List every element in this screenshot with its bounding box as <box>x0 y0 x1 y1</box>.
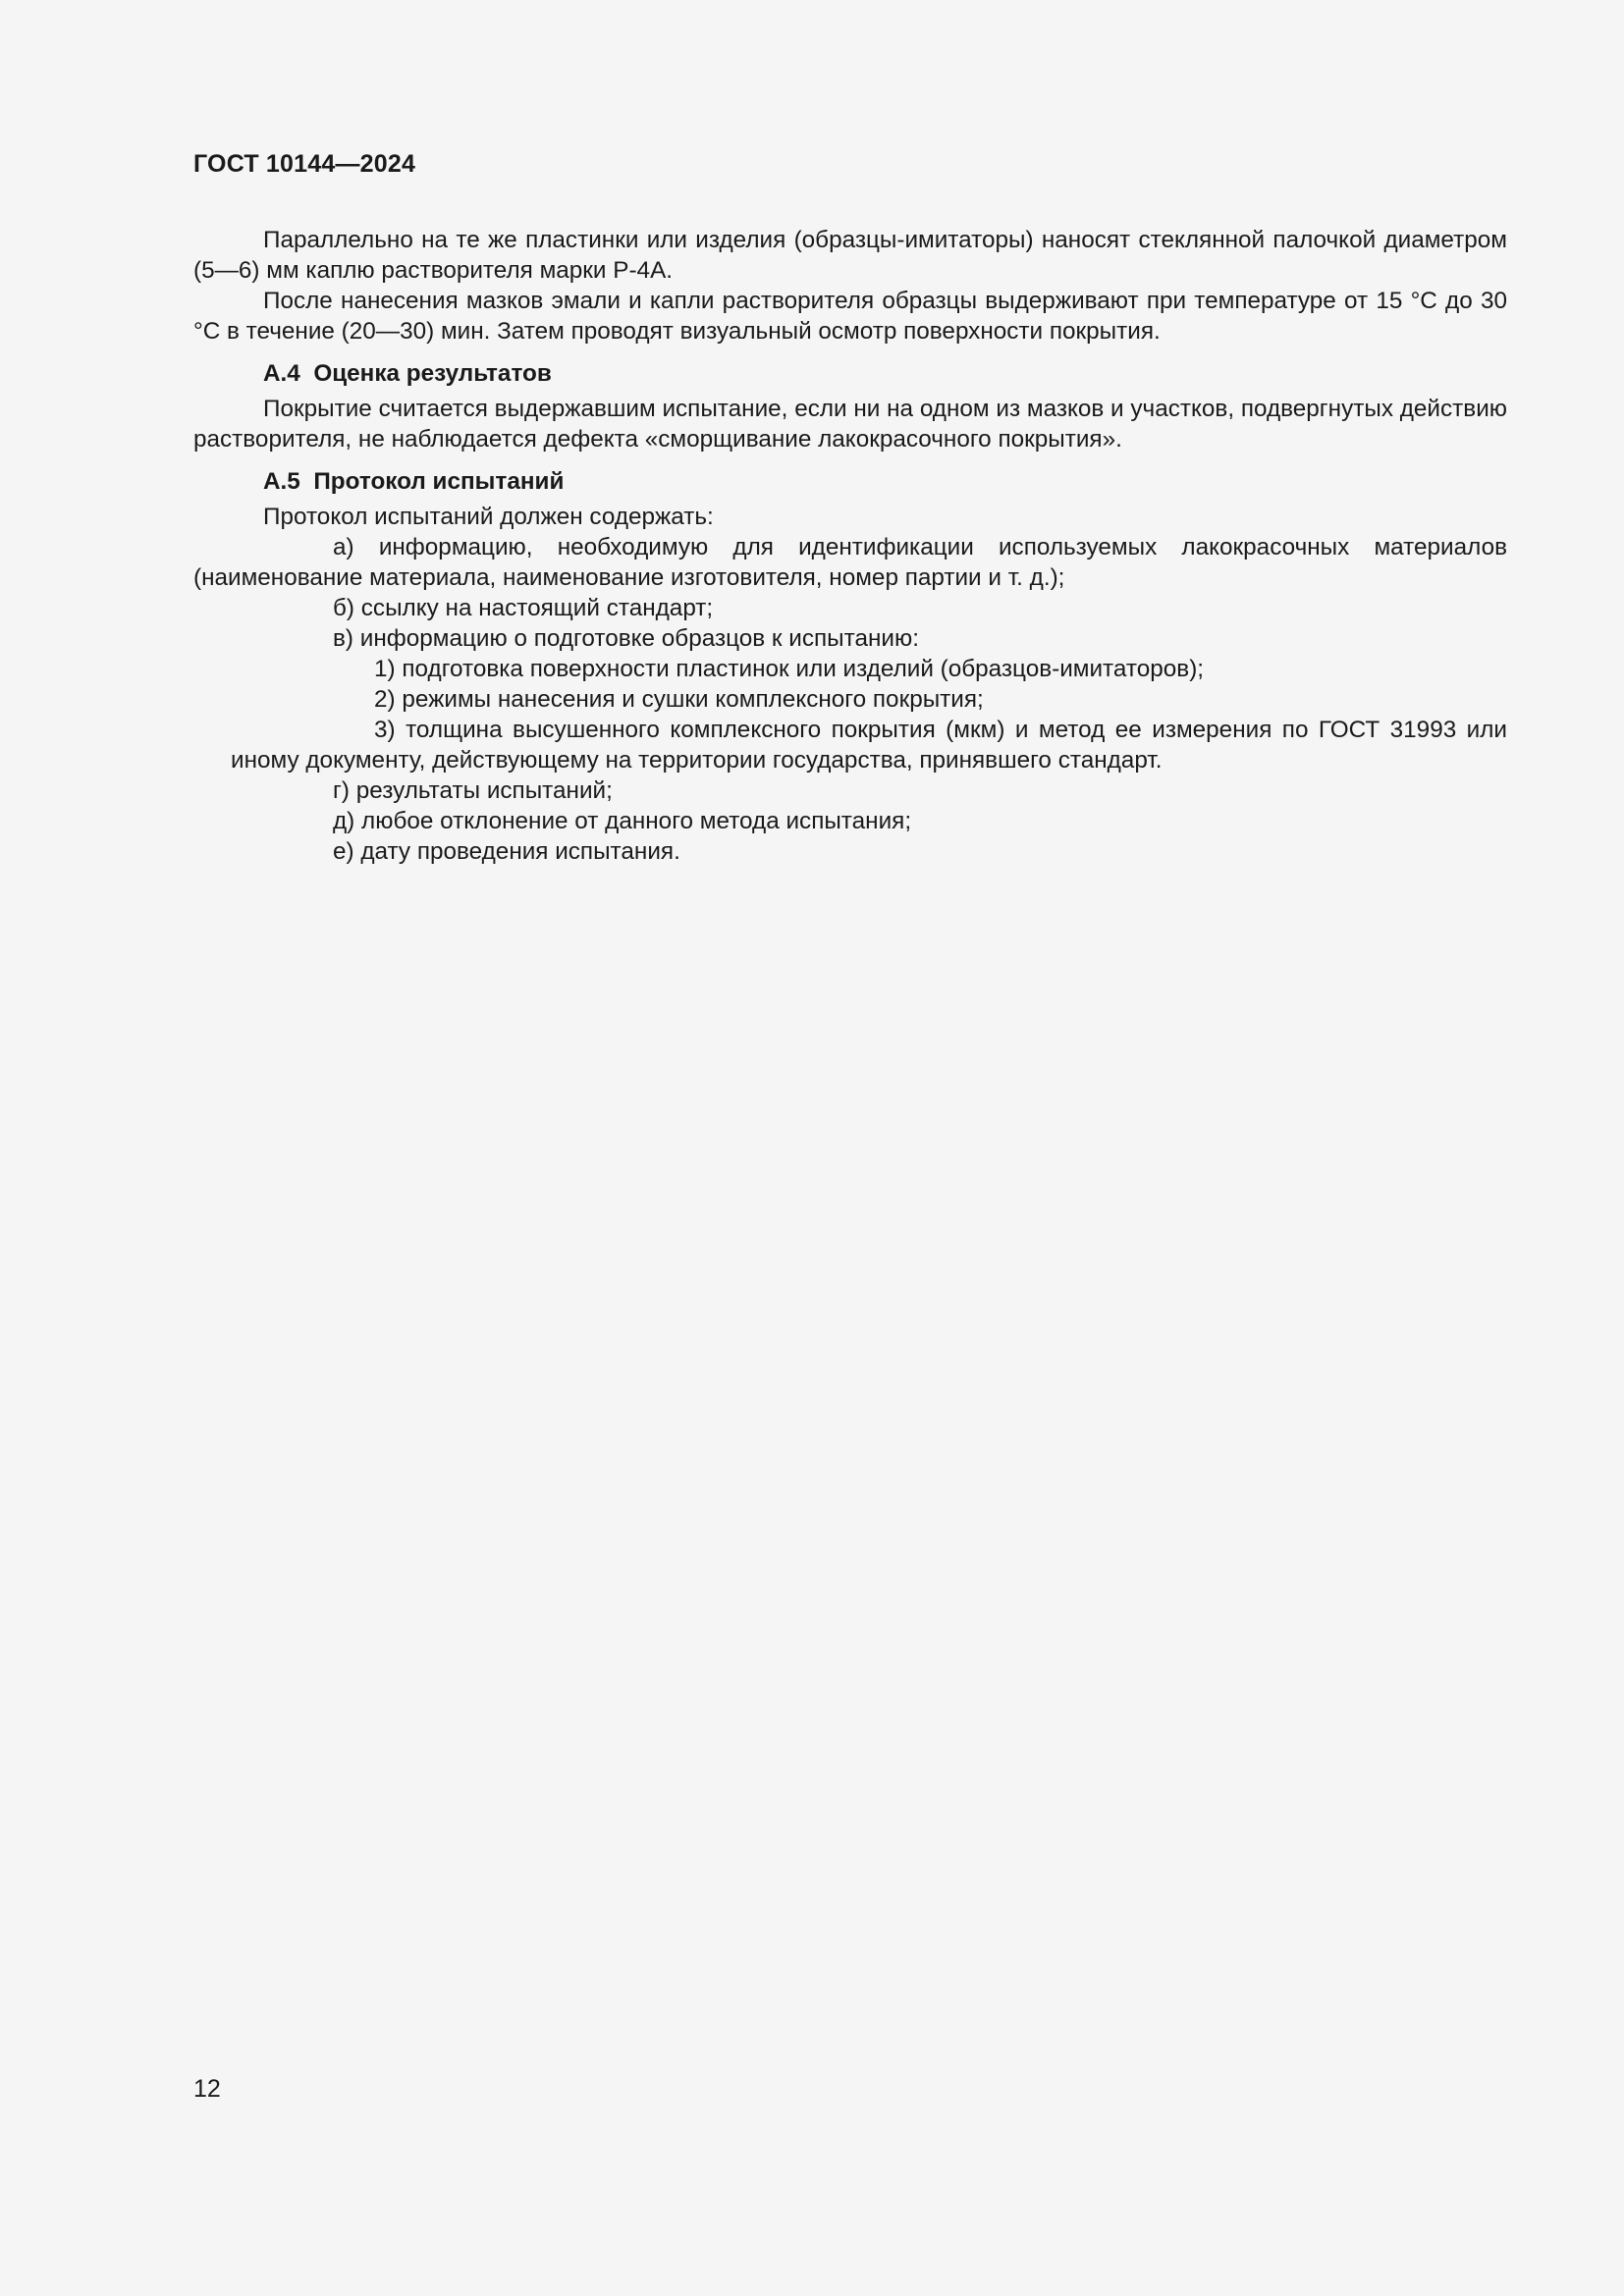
list-marker: г) <box>333 777 350 804</box>
page-number: 12 <box>193 2075 221 2103</box>
list-text: результаты испытаний; <box>355 777 613 804</box>
paragraph-solvent-drop: Параллельно на те же пластинки или изделия (образцы-имитаторы) наносят стеклянной палочкой диаметром (5—6) мм каплю растворителя марки Р-4А. <box>193 227 1507 284</box>
list-text: ссылку на настоящий стандарт; <box>360 595 714 621</box>
list-text: любое отклонение от данного метода испытания; <box>361 808 912 834</box>
list-item-g <box>193 775 1507 806</box>
list-text: дату проведения испытания. <box>360 838 680 865</box>
list-text: подготовка поверхности пластинок или изделий (образцов-имитаторов); <box>402 656 1205 682</box>
document-body <box>193 225 1507 867</box>
list-item-b <box>193 593 1507 623</box>
section-title: Оценка результатов <box>313 360 552 387</box>
list-item-a <box>193 532 1507 593</box>
list-text: информацию, необходимую для идентификации используемых лакокрасочных материалов (наименование материала, наименование изготовителя, номер партии и т. д.); <box>193 534 1507 591</box>
list-marker: в) <box>333 625 353 652</box>
protocol-intro: Протокол испытаний должен содержать: <box>263 504 714 530</box>
sublist-item-3 <box>231 715 1507 775</box>
list-marker: 1) <box>374 656 396 682</box>
section-number: А.4 <box>263 360 300 387</box>
list-item-d <box>193 806 1507 836</box>
list-marker: 3) <box>374 717 396 743</box>
list-marker: д) <box>333 808 355 834</box>
section-title: Протокол испытаний <box>313 468 565 495</box>
list-marker: 2) <box>374 686 396 713</box>
list-marker: б) <box>333 595 355 621</box>
sublist-item-2 <box>231 684 1507 715</box>
section-heading-a5 <box>193 466 1507 497</box>
list-text: режимы нанесения и сушки комплексного покрытия; <box>402 686 984 713</box>
list-item-v <box>193 623 1507 654</box>
paragraph-evaluation: Покрытие считается выдержавшим испытание, если ни на одном из мазков и участков, подвергнутых действию растворителя, не наблюдается дефекта «сморщивание лакокрасочного покрытия». <box>193 396 1507 453</box>
sublist-item-1 <box>231 654 1507 684</box>
list-marker: е) <box>333 838 354 865</box>
list-item-e <box>193 836 1507 867</box>
list-marker: а) <box>333 534 354 561</box>
paragraph-exposure: После нанесения мазков эмали и капли растворителя образцы выдерживают при температуре от 15 °С до 30 °С в течение (20—30) мин. Затем проводят визуальный осмотр поверхности покрытия. <box>193 288 1507 345</box>
document-header: ГОСТ 10144—2024 <box>193 150 416 178</box>
section-heading-a4 <box>193 358 1507 389</box>
list-text: информацию о подготовке образцов к испытанию: <box>359 625 919 652</box>
list-text: толщина высушенного комплексного покрытия (мкм) и метод ее измерения по ГОСТ 31993 или иному документу, действующему на территории государства, принявшего стандарт. <box>231 717 1507 774</box>
section-number: А.5 <box>263 468 300 495</box>
